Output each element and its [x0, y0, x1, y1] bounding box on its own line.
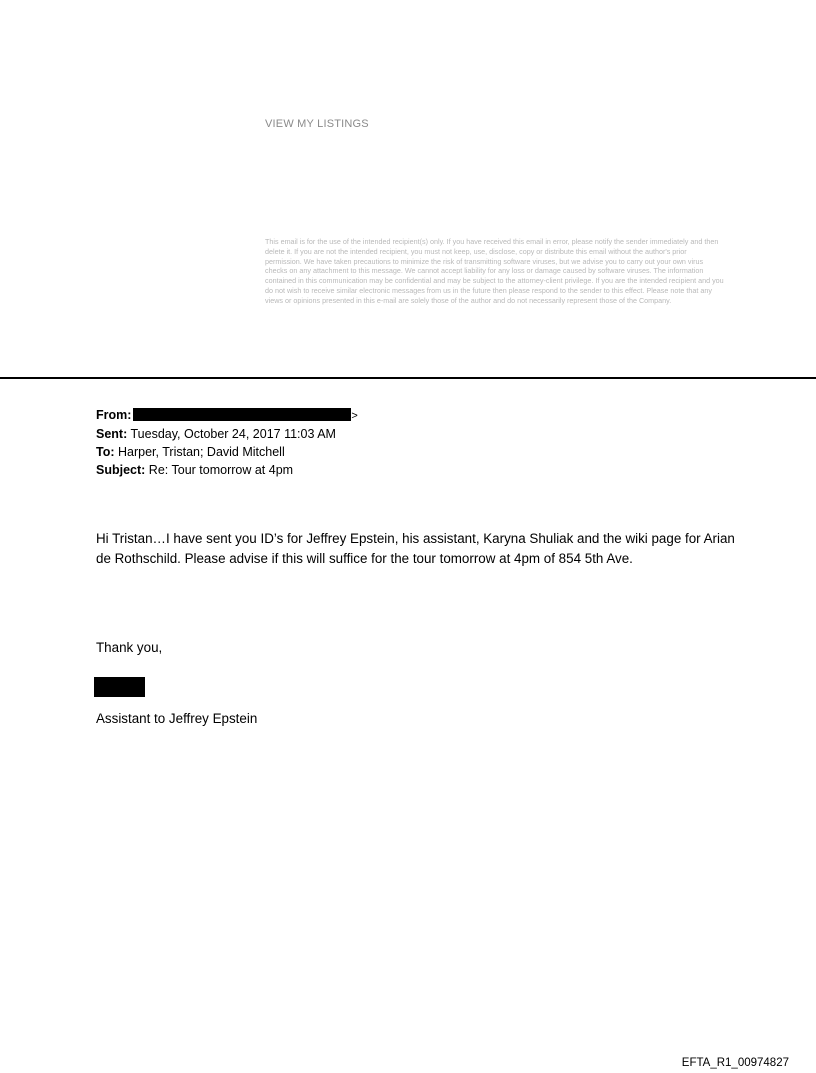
email-disclaimer: This email is for the use of the intended recipient(s) only. If you have received this email in error, please notify the sender immediately and then delete it. If you are not the intended recipient, you must not keep, use, disclose, copy or distribute this email without the author's prior permission. We have taken precautions to minimize the risk of transmitting software viruses, but we advise you to carry out your own virus checks on any attachment to this message. We cannot accept liability for any loss or damage caused by software viruses. The information contained in this communication may be confidential and may be subject to the attorney-client privilege. If you are the intended recipient and you do not wish to receive similar electronic messages from us in the future then please respond to the sender to this effect. Please note that any views or opinions presented in this e-mail are solely those of the author and do not necessarily represent those of the Company. — [265, 237, 724, 305]
document-id: EFTA_R1_00974827 — [681, 1057, 789, 1069]
view-my-listings-link[interactable]: VIEW MY LISTINGS — [265, 118, 369, 130]
signature-redaction-bar — [94, 677, 145, 697]
subject-value: Re: Tour tomorrow at 4pm — [148, 463, 294, 477]
from-label: From: — [96, 408, 132, 422]
to-value: Harper, Tristan; David Mitchell — [118, 445, 285, 459]
sent-label: Sent: — [96, 427, 128, 441]
signature-title: Assistant to Jeffrey Epstein — [96, 711, 258, 726]
from-address-tail: > — [351, 410, 358, 422]
email-body: Hi Tristan…I have sent you ID’s for Jeffrey Epstein, his assistant, Karyna Shuliak and the wiki page for Arian de Rothschild. Please advise if this will suffice for the tour tomorrow at 4pm of 854 5th Ave. — [96, 531, 735, 566]
from-line — [96, 406, 358, 425]
redaction-bar — [133, 408, 351, 421]
to-line — [96, 443, 358, 461]
to-label: To: — [96, 445, 115, 459]
subject-label: Subject: — [96, 463, 146, 477]
sent-line — [96, 425, 358, 443]
email-closing: Thank you, — [96, 640, 163, 655]
sent-value: Tuesday, October 24, 2017 11:03 AM — [130, 427, 336, 441]
email-header — [96, 406, 358, 479]
section-divider — [0, 377, 816, 379]
subject-line — [96, 461, 358, 479]
